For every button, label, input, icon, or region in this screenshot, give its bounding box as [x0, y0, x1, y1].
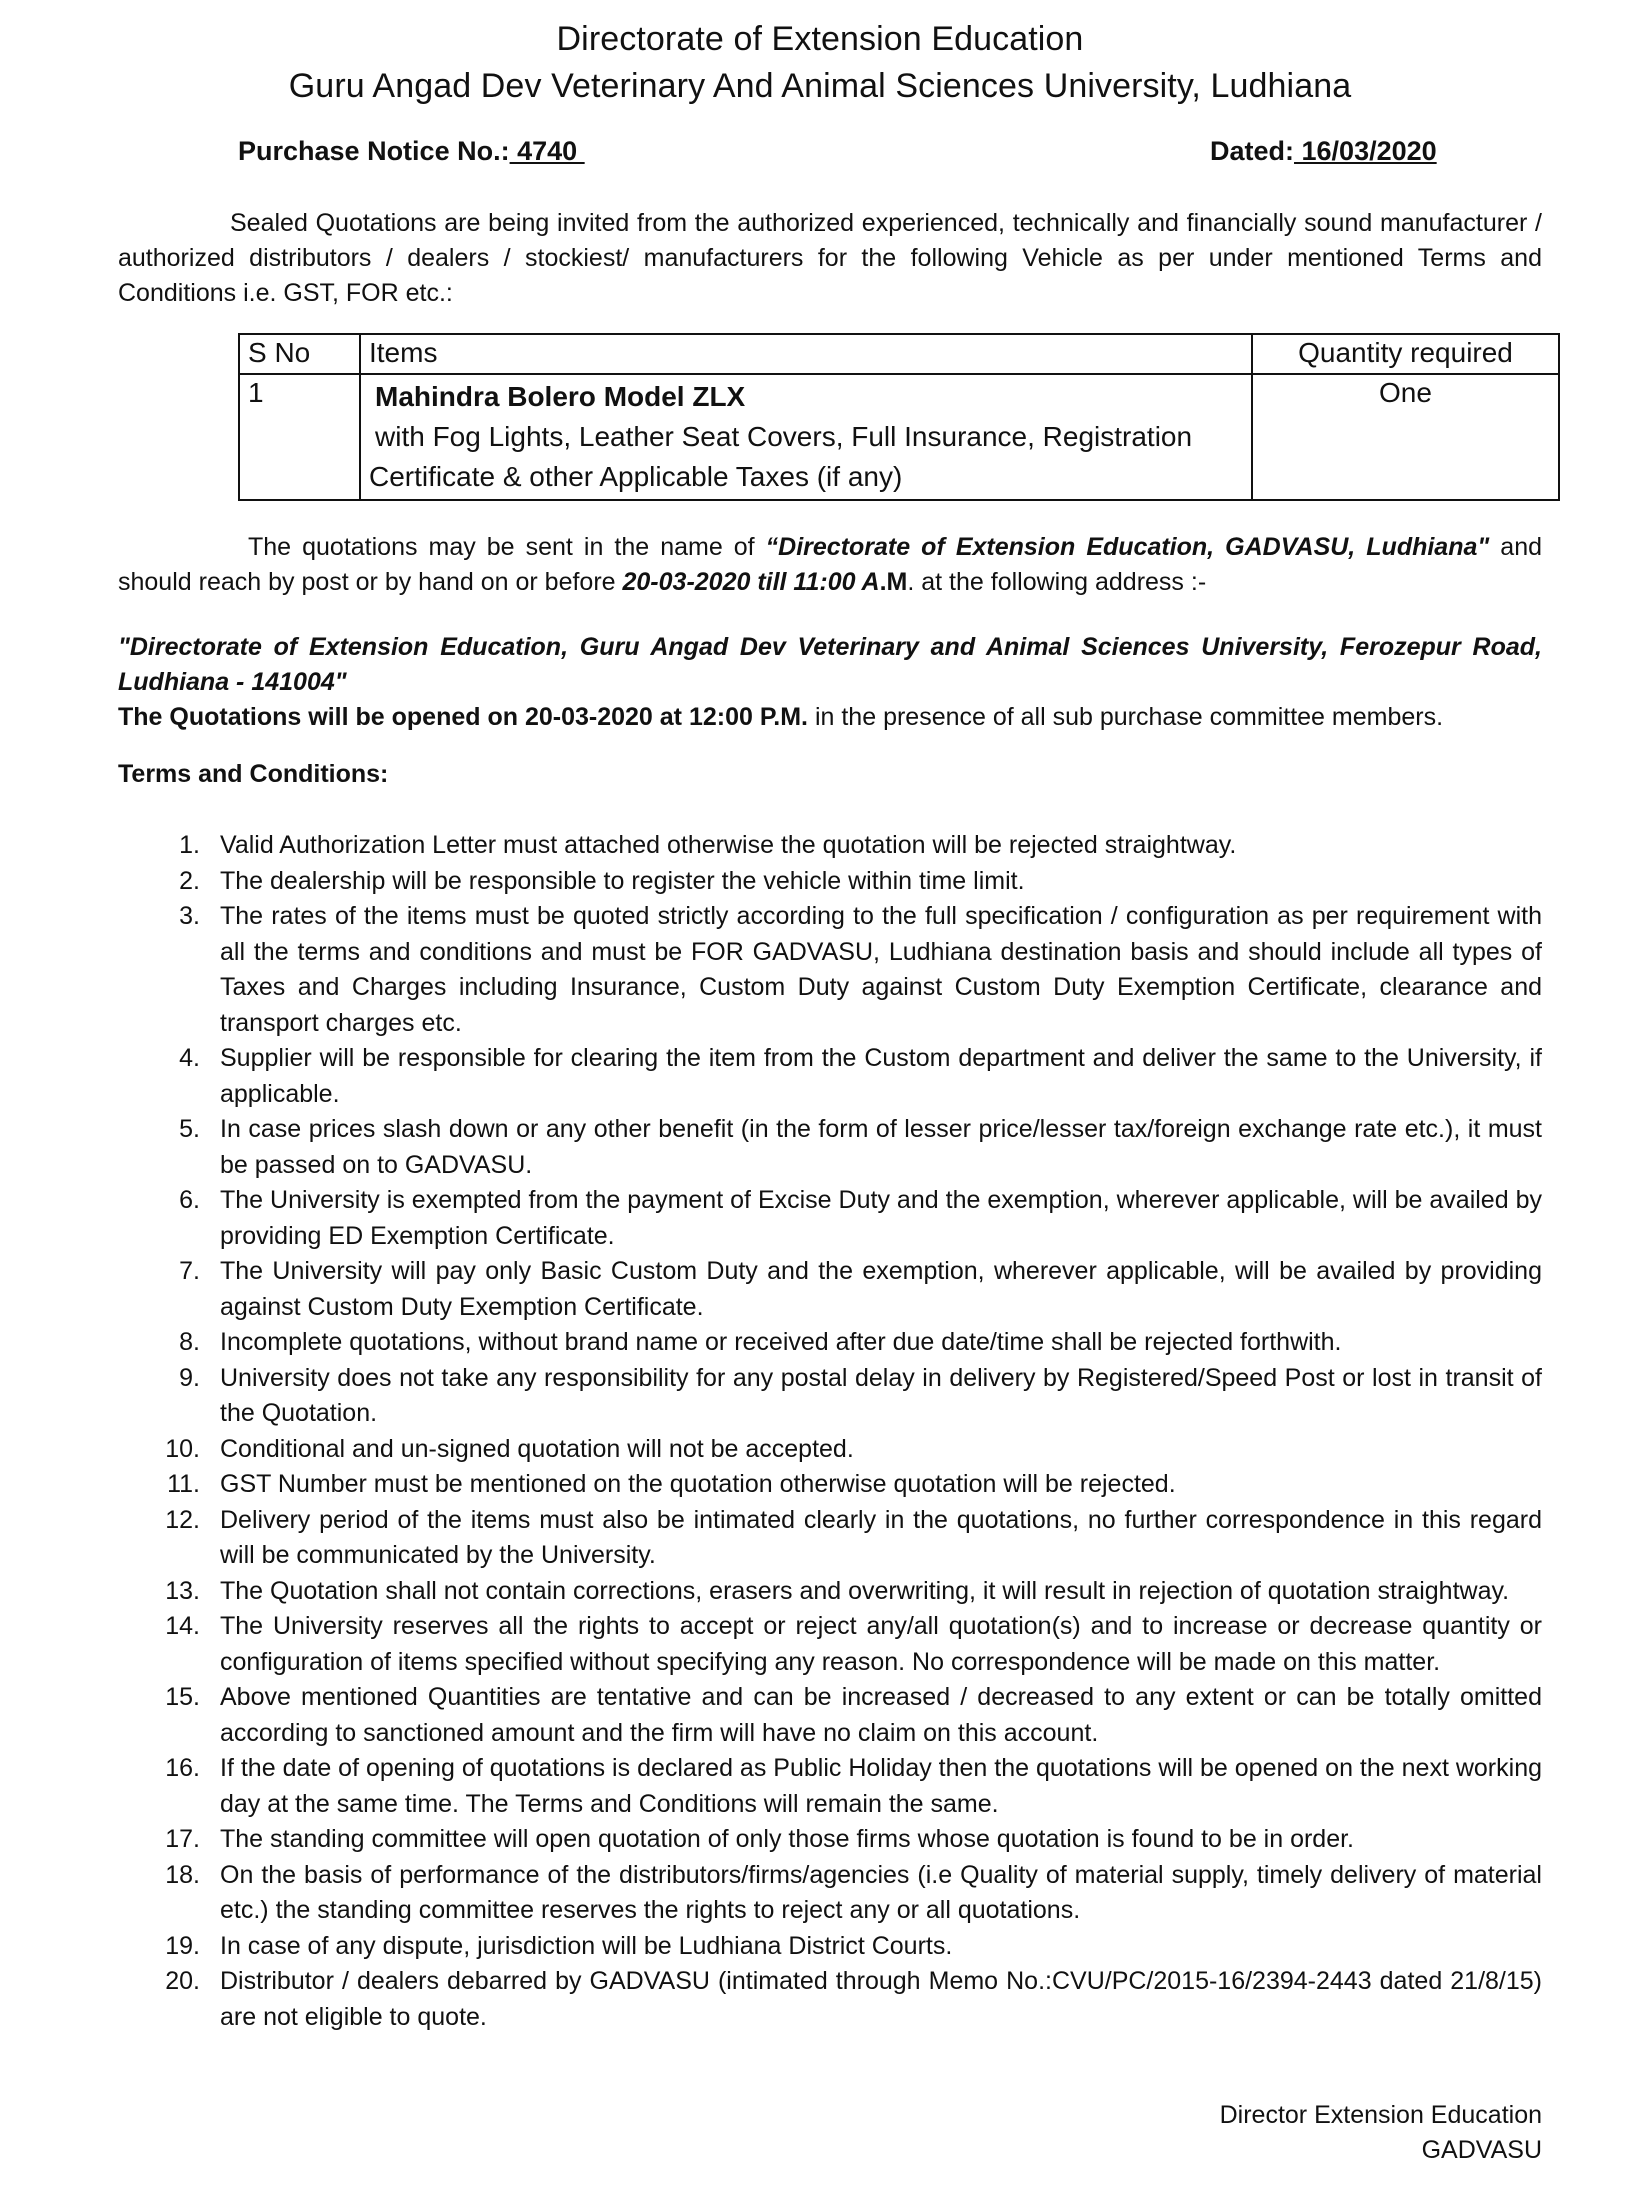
list-item	[160, 1751, 1542, 1822]
submission-line2	[118, 565, 1542, 600]
list-item-text: The University will pay only Basic Custom Duty and the exemption, wherever applicable, will be availed by providing against Custom Duty Exemption Certificate.	[220, 1257, 1542, 1321]
list-item-text: Conditional and un-signed quotation will not be accepted.	[220, 1434, 854, 1463]
list-item	[160, 899, 1542, 1041]
opening-rest: in the presence of all sub purchase committee members.	[808, 703, 1444, 731]
notice-date-value: 16/03/2020	[1294, 136, 1437, 166]
list-item-text: Valid Authorization Letter must attached otherwise the quotation will be rejected straightway.	[220, 831, 1237, 859]
submission-addressee: “Directorate of Extension Education, GADVASU, Ludhiana"	[765, 533, 1490, 561]
list-item-number: 12.	[165, 1505, 200, 1534]
purchase-notice	[238, 136, 585, 167]
submission-paragraph	[118, 530, 1542, 600]
list-item	[160, 1432, 1542, 1468]
list-item-number: 6.	[179, 1186, 200, 1214]
list-item	[160, 1254, 1542, 1325]
list-item-text: The University is exempted from the payment of Excise Duty and the exemption, wherever applicable, will be availed by providing ED Exemption Certificate.	[220, 1186, 1542, 1250]
list-item-number: 9.	[179, 1363, 200, 1392]
list-item-text: Supplier will be responsible for clearing the item from the Custom department and deliver the same to the University, if applicable.	[220, 1044, 1542, 1108]
submission-text-d: . at the following address :-	[907, 568, 1207, 596]
opening-statement	[118, 700, 1542, 735]
terms-heading: Terms and Conditions:	[118, 760, 389, 788]
submission-text-a: The quotations may be sent in the name of	[248, 533, 766, 561]
signature-line1: Director Extension Education	[1219, 2101, 1542, 2129]
list-item-text: Delivery period of the items must also be intimated clearly in the quotations, no further correspondence in this regard will be communicated by the University.	[220, 1505, 1542, 1569]
list-item-text: University does not take any responsibility for any postal delay in delivery by Registered/Speed Post or lost in transit of the Quotation.	[220, 1363, 1542, 1427]
signature-line2: GADVASU	[1421, 2136, 1542, 2164]
list-item-text: If the date of opening of quotations is declared as Public Holiday then the quotations will be opened on the next working day at the same time. The Terms and Conditions will remain the same.	[220, 1754, 1542, 1818]
list-item	[160, 1361, 1542, 1432]
list-item-number: 8.	[179, 1328, 200, 1356]
list-item	[160, 1929, 1542, 1965]
list-item	[160, 864, 1542, 900]
list-item-text: The Quotation shall not contain corrections, erasers and overwriting, it will result in rejection of quotation straightway.	[220, 1576, 1510, 1605]
list-item-number: 4.	[179, 1044, 200, 1072]
table-header-row	[239, 334, 1559, 374]
list-item-number: 15.	[165, 1683, 200, 1711]
list-item-text: Incomplete quotations, without brand name or received after due date/time shall be rejected forthwith.	[220, 1328, 1342, 1356]
list-item-number: 7.	[179, 1257, 200, 1285]
header-quantity: Quantity required	[1252, 334, 1559, 374]
item-line3: Certificate & other Applicable Taxes (if any)	[369, 461, 903, 492]
table-row	[239, 374, 1559, 500]
list-item-number: 17.	[165, 1825, 200, 1853]
list-item-number: 5.	[179, 1115, 200, 1143]
item-line2: with Fog Lights, Leather Seat Covers, Full Insurance, Registration	[375, 421, 1193, 452]
list-item-number: 18.	[165, 1860, 200, 1889]
purchase-notice-label: Purchase Notice No.:	[238, 136, 510, 166]
purchase-notice-number: 4740	[509, 136, 585, 166]
address-line1: "Directorate of Extension Education, Guru Angad Dev Veterinary and Animal Sciences University, Ferozepur Road,	[118, 633, 1542, 661]
signature-block	[1220, 2098, 1542, 2168]
intro-paragraph: Sealed Quotations are being invited from the authorized experienced, technically and financially sound manufacturer / authorized distributors / dealers / stockiest/ manufacturers for the following Vehicle as per under mentioned Terms and Conditions i.e. GST, FOR etc.:	[118, 209, 1542, 307]
list-item	[160, 1822, 1542, 1858]
list-item-number: 13.	[165, 1576, 200, 1605]
address-block	[118, 630, 1542, 700]
list-item-text: In case of any dispute, jurisdiction will be Ludhiana District Courts.	[220, 1931, 953, 1960]
list-item	[160, 1503, 1542, 1574]
address-line2: Ludhiana - 141004"	[118, 668, 347, 696]
notice-date	[1210, 136, 1437, 167]
list-item	[160, 1574, 1542, 1610]
terms-list	[160, 828, 1542, 2035]
submission-line1	[118, 530, 1542, 565]
opening-bold: The Quotations will be opened on 20-03-2020 at 12:00 P.M.	[118, 703, 809, 731]
list-item	[160, 1183, 1542, 1254]
list-item-text: Distributor / dealers debarred by GADVASU (intimated through Memo No.:CVU/PC/2015-16/2394-2443 dated 21/8/15) are not eligible to quote.	[220, 1967, 1542, 2031]
submission-deadline-suffix: .M	[879, 568, 908, 596]
list-item-number: 19.	[165, 1931, 200, 1960]
list-item-number: 20.	[165, 1967, 200, 1995]
row-quantity: One	[1252, 374, 1559, 500]
submission-text-c: should reach by post or by hand on or before	[118, 568, 623, 596]
items-table	[238, 333, 1560, 501]
submission-text-b: and	[1489, 533, 1542, 561]
list-item-text: The University reserves all the rights to accept or reject any/all quotation(s) and to increase or decrease quantity or configuration of items specified without specifying any reason. No correspondence will be made on this matter.	[220, 1612, 1542, 1676]
row-sno: 1	[239, 374, 360, 500]
notice-date-label: Dated:	[1210, 136, 1295, 166]
list-item	[160, 1964, 1542, 2035]
list-item-number: 1.	[179, 831, 200, 859]
list-item	[160, 1858, 1542, 1929]
list-item-text: On the basis of performance of the distributors/firms/agencies (i.e Quality of material supply, timely delivery of material etc.) the standing committee reserves the rights to reject any or all quotations.	[220, 1860, 1542, 1924]
list-item	[160, 1609, 1542, 1680]
list-item-number: 3.	[179, 902, 200, 930]
list-item-text: The dealership will be responsible to register the vehicle within time limit.	[220, 866, 1025, 895]
list-item	[160, 1467, 1542, 1503]
list-item	[160, 1325, 1542, 1361]
header-items: Items	[360, 334, 1252, 374]
row-item	[360, 374, 1252, 500]
submission-deadline: 20-03-2020 till 11:00 A	[622, 568, 880, 596]
list-item-number: 2.	[179, 866, 200, 895]
list-item-text: Above mentioned Quantities are tentative and can be increased / decreased to any extent or can be totally omitted according to sanctioned amount and the firm will have no claim on this account.	[220, 1683, 1542, 1747]
list-item-text: The rates of the items must be quoted strictly according to the full specification / configuration as per requirement with all the terms and conditions and must be FOR GADVASU, Ludhiana destination basis and should include all types of Taxes and Charges including Insurance, Custom Duty against Custom Duty Exemption Certificate, clearance and transport charges etc.	[220, 902, 1542, 1037]
list-item	[160, 828, 1542, 864]
list-item-number: 11.	[167, 1470, 200, 1498]
list-item-number: 14.	[165, 1612, 200, 1640]
list-item	[160, 1112, 1542, 1183]
list-item-number: 16.	[165, 1754, 200, 1782]
list-item-text: In case prices slash down or any other benefit (in the form of lesser price/lesser tax/foreign exchange rate etc.), it must be passed on to GADVASU.	[220, 1115, 1542, 1179]
list-item	[160, 1041, 1542, 1112]
header-line1: Directorate of Extension Education	[556, 20, 1084, 58]
list-item-number: 10.	[165, 1434, 200, 1463]
header-line2: Guru Angad Dev Veterinary And Animal Sciences University, Ludhiana	[288, 67, 1352, 105]
list-item-text: The standing committee will open quotation of only those firms whose quotation is found to be in order.	[220, 1825, 1354, 1853]
item-title: Mahindra Bolero Model ZLX	[375, 381, 746, 412]
list-item	[160, 1680, 1542, 1751]
header-sno: S No	[239, 334, 360, 374]
list-item-text: GST Number must be mentioned on the quotation otherwise quotation will be rejected.	[220, 1470, 1176, 1498]
